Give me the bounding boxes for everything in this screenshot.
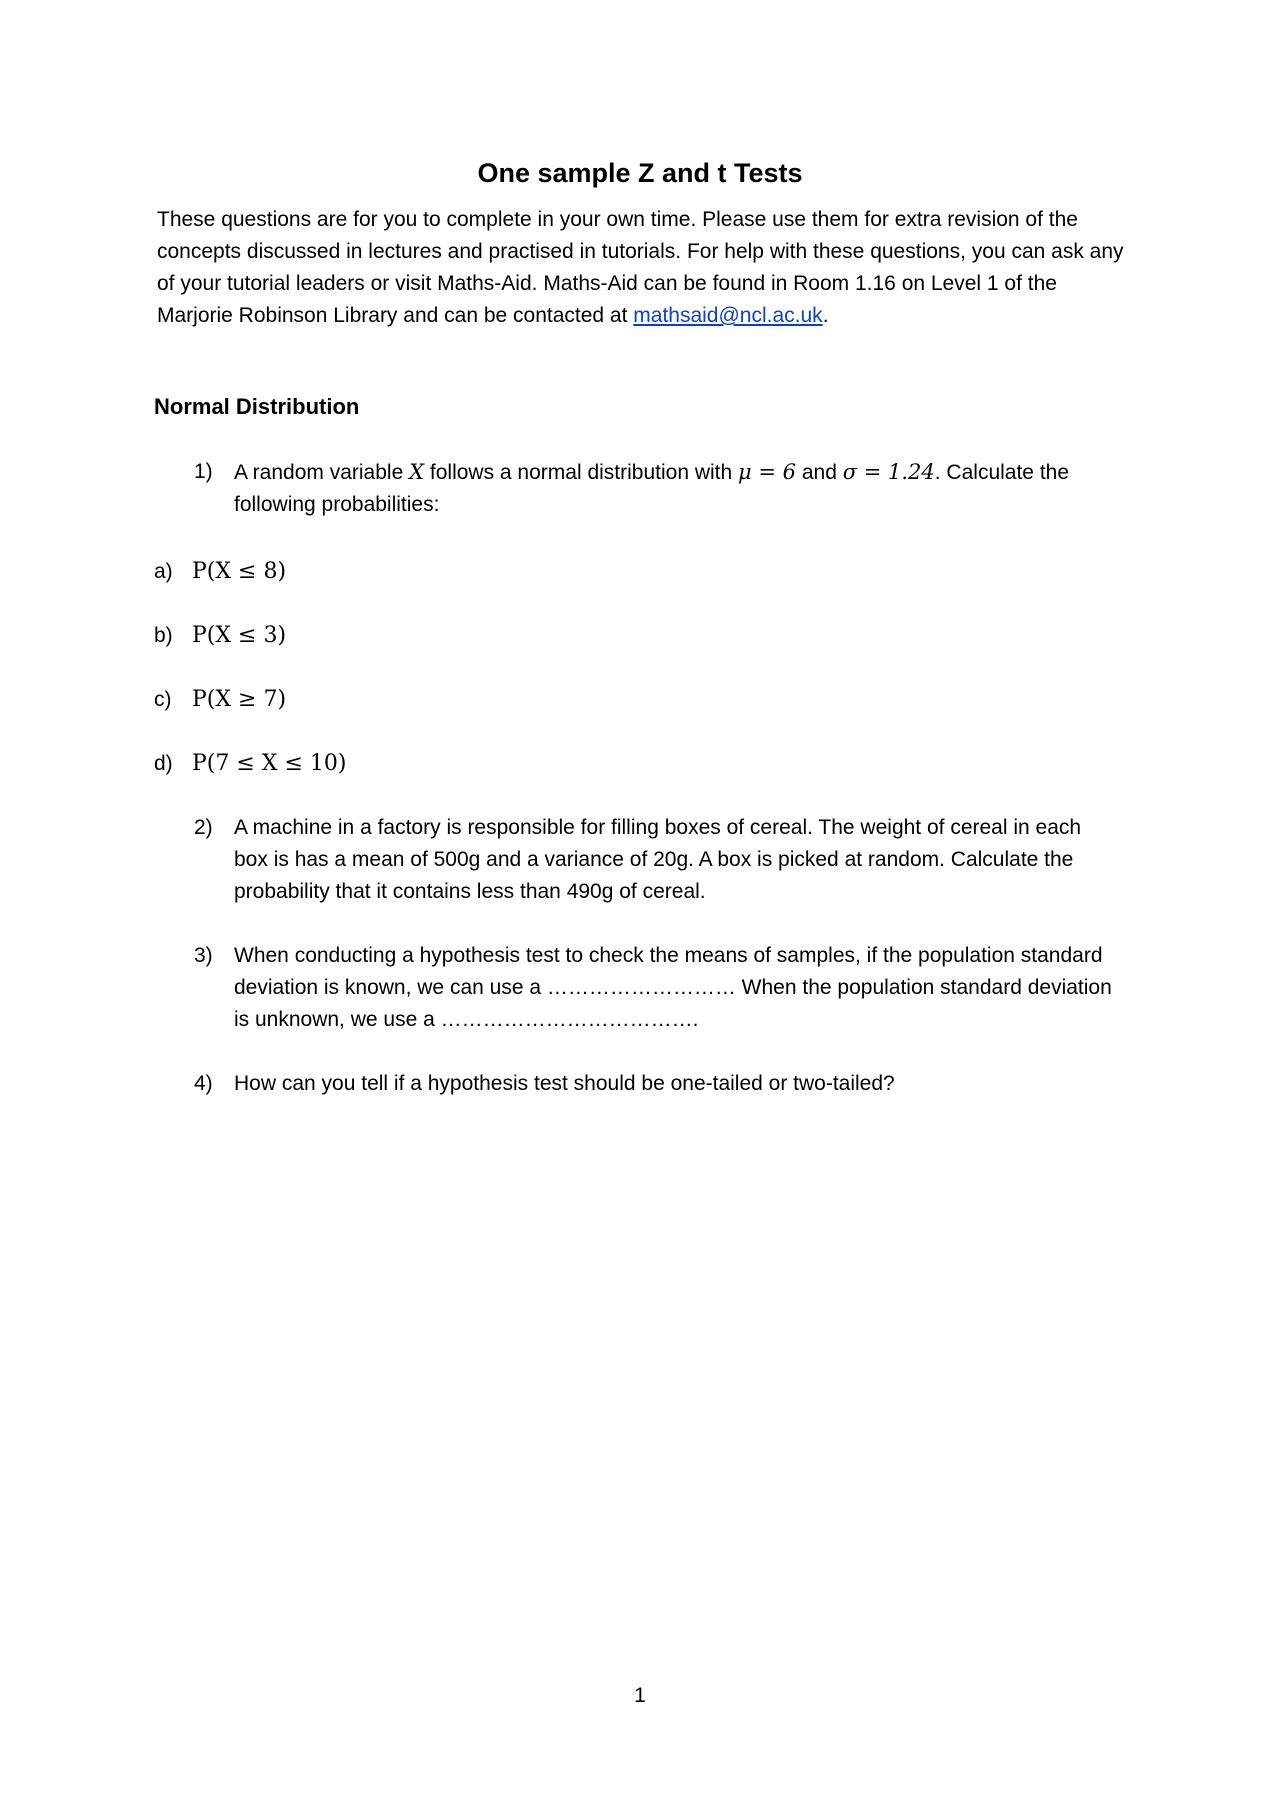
part-a [154, 556, 286, 588]
part-label: a) [154, 560, 173, 583]
math-sigma [843, 460, 935, 484]
question-2 [194, 812, 1114, 908]
question-text: How can you tell if a hypothesis test should be one-tailed or two-tailed? [234, 1072, 895, 1095]
question-number: 2) [194, 816, 213, 839]
math-mu [738, 460, 796, 484]
variable-x: X [409, 460, 425, 484]
part-label: d) [154, 752, 173, 775]
page-number: 1 [634, 1684, 646, 1707]
question-text-part: follows a normal distribution with [424, 461, 739, 484]
intro-end: . [822, 304, 829, 327]
question-4 [194, 1068, 1114, 1100]
question-text-part: . Calculate the following probabilities: [234, 461, 1070, 516]
part-d [154, 748, 346, 780]
page-title: One sample Z and t Tests [477, 158, 803, 188]
question-number: 4) [194, 1072, 213, 1095]
sigma-expression: σ = 1.24 [842, 460, 935, 484]
question-text-part: A random variable [234, 461, 410, 484]
question-number: 1) [194, 460, 213, 483]
question-text: A machine in a factory is responsible for filling boxes of cereal. The weight of cereal in each box is has a mean of 500g and a variance of 20g. A box is picked at random. Calculate the probability that it contains less than 490g of cereal. [234, 816, 1082, 903]
intro-text: These questions are for you to complete in your own time. Please use them for extra revision of the concepts discussed in lectures and practised in tutorials. For help with these questions, you can ask any of your tutorial leaders or visit Maths-Aid. Maths-Aid can be found in Room 1.16 on Level 1 of the Marjorie Robinson Library and can be contacted at [157, 208, 1124, 327]
probability-expression: P(X ≤ 3) [192, 623, 287, 648]
question-number: 3) [194, 944, 213, 967]
section-heading: Normal Distribution [154, 394, 360, 419]
intro-paragraph [157, 204, 1129, 332]
question-text-part: and [796, 461, 843, 484]
email-link[interactable]: mathsaid@ncl.ac.uk [633, 304, 823, 327]
probability-expression: P(X ≤ 8) [192, 559, 287, 584]
mu-expression: μ = 6 [738, 460, 796, 484]
question-3 [194, 940, 1114, 1036]
question-text [234, 456, 1114, 521]
part-b [154, 620, 286, 652]
math-variable [409, 460, 424, 484]
question-text: When conducting a hypothesis test to check the means of samples, if the population standard deviation is known, we can use a ……………………… When the population standard deviation is unknown, we use a ………………………………. [234, 944, 1112, 1031]
part-c [154, 684, 286, 716]
part-label: b) [154, 624, 173, 647]
part-label: c) [154, 688, 172, 711]
probability-expression: P(7 ≤ X ≤ 10) [192, 751, 347, 776]
question-1 [194, 456, 1114, 521]
probability-expression: P(X ≥ 7) [192, 687, 287, 712]
